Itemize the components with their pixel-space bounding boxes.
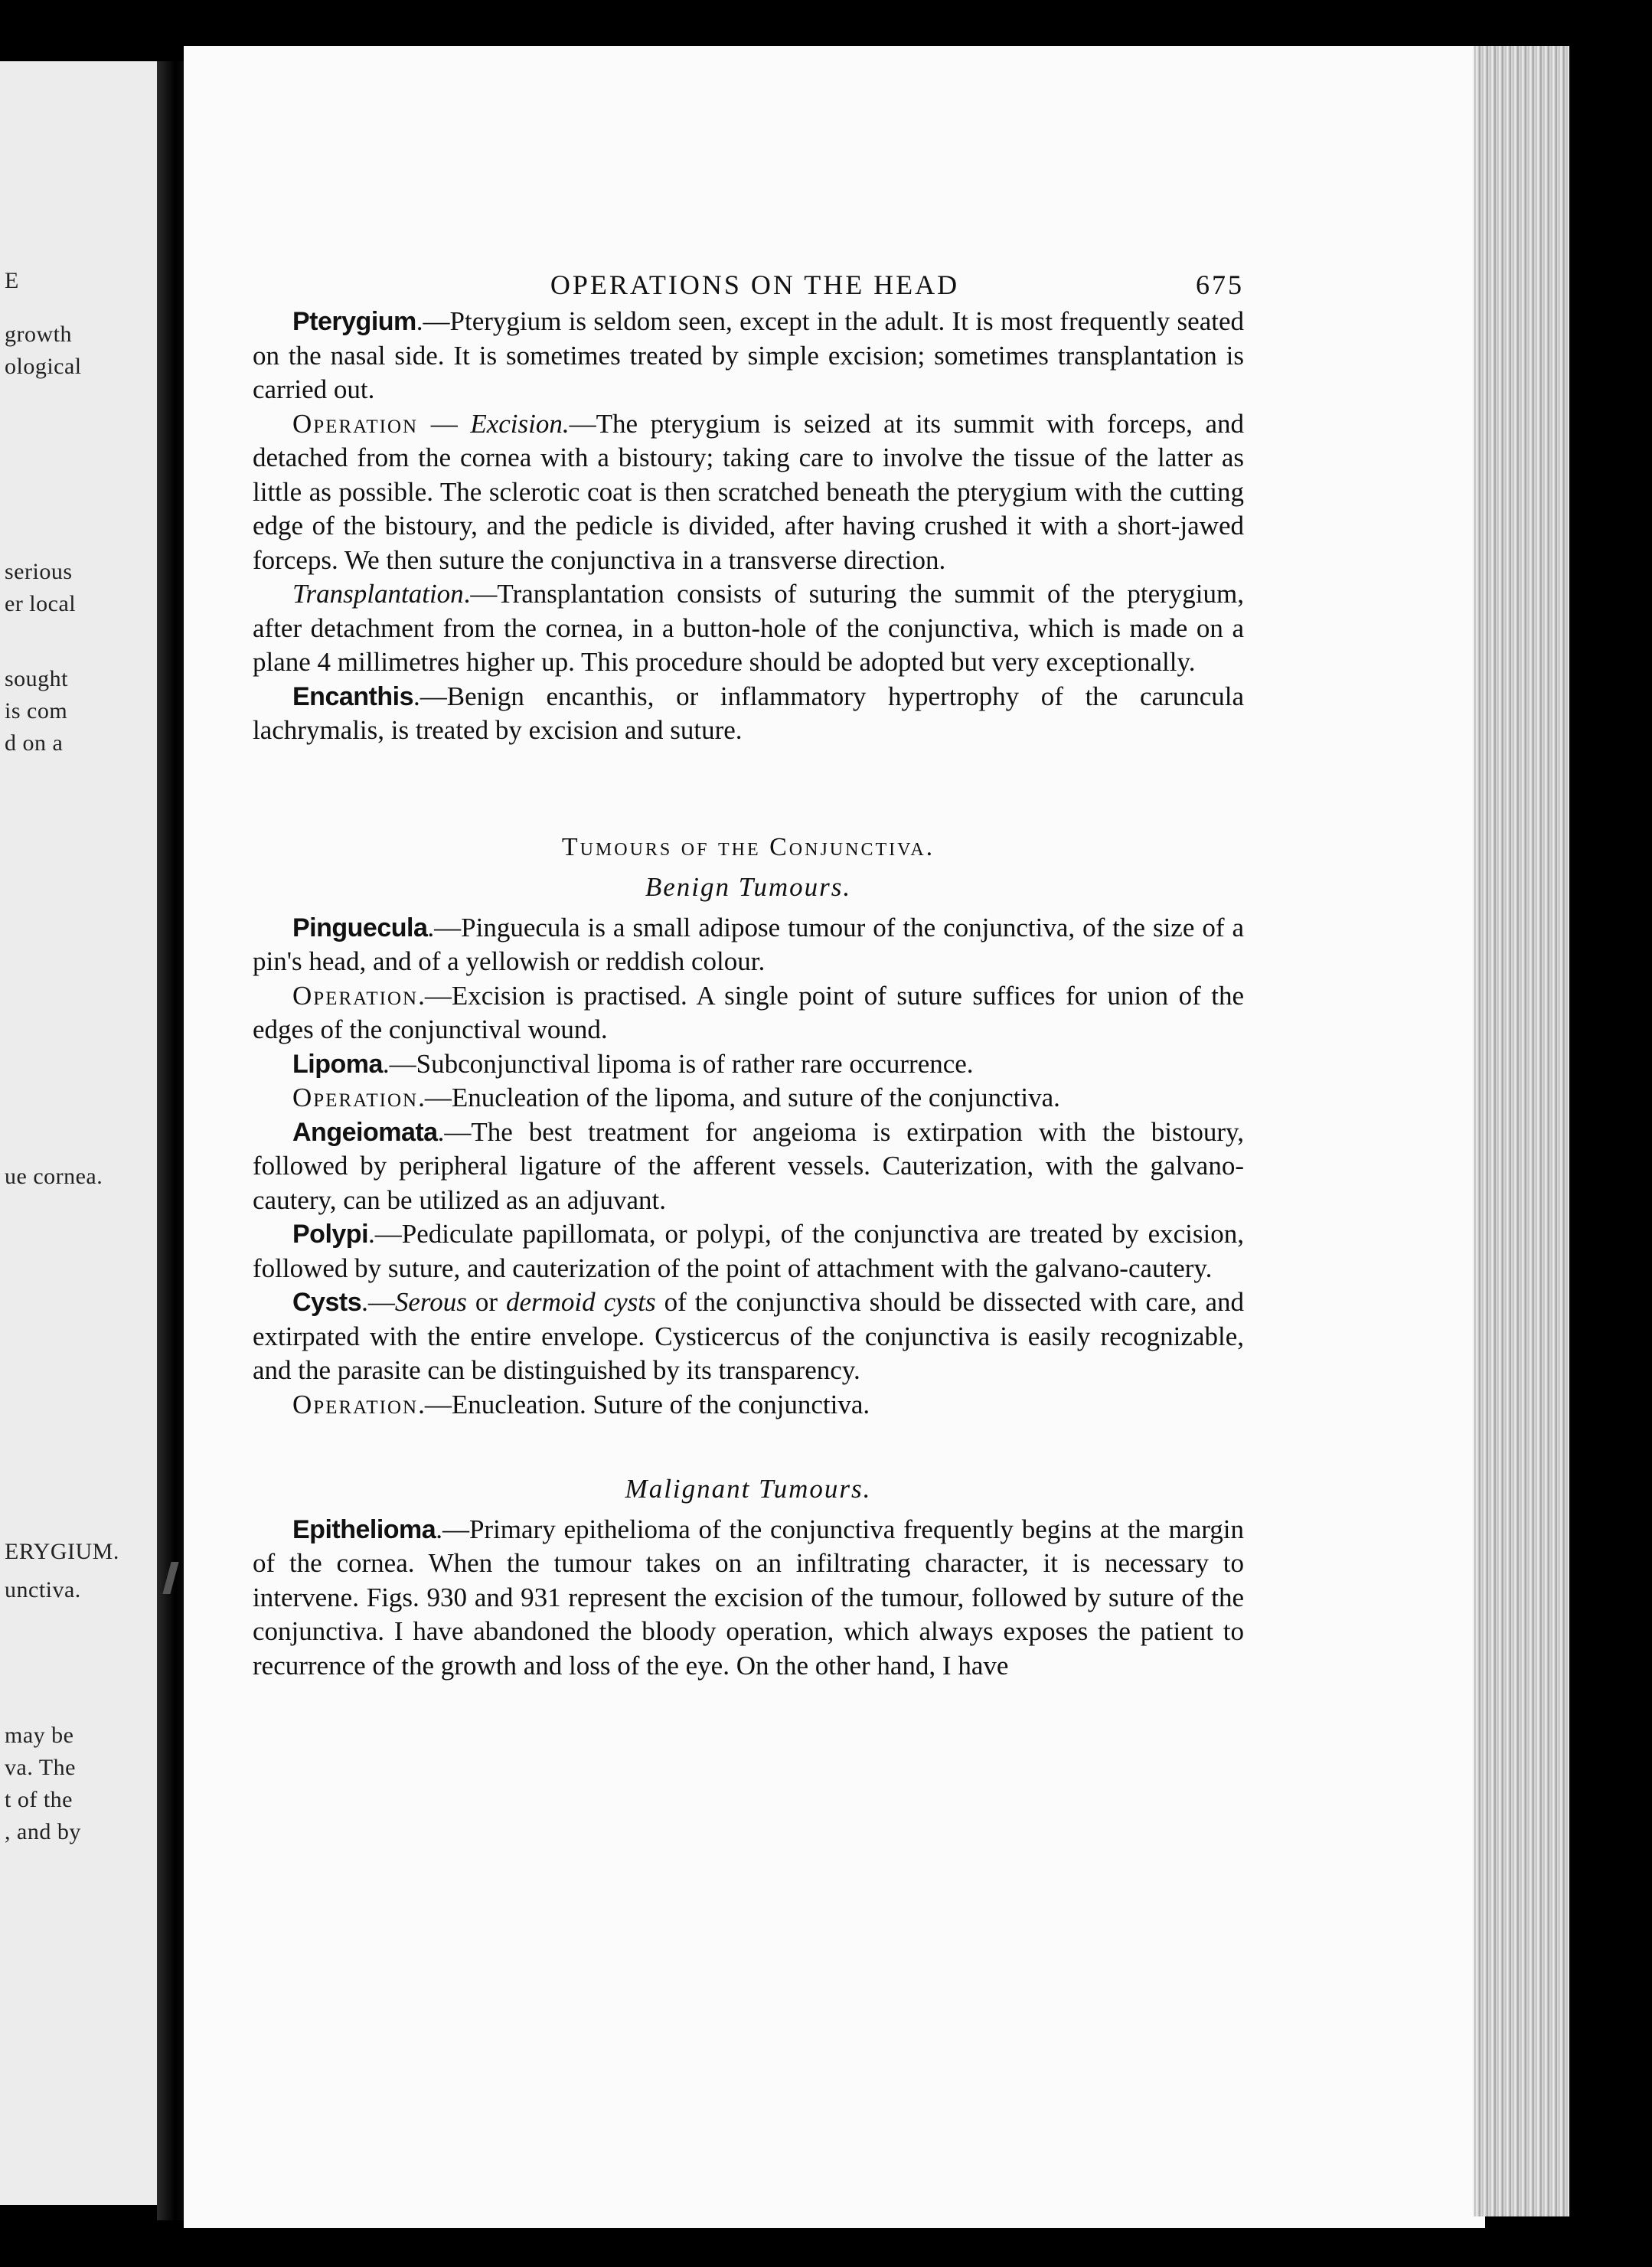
running-head bbox=[253, 268, 1244, 305]
page-edges bbox=[1474, 46, 1569, 2216]
paragraph-lead: Angeiomata bbox=[292, 1117, 438, 1147]
paragraph-pinguecula: Pinguecula.—Pinguecula is a small adipose tumour of the conjunctiva, of the size of a pin's head, and of a yellowish or reddish colour. bbox=[253, 912, 1244, 976]
facing-page-fragment: va. The bbox=[5, 1755, 76, 1780]
facing-page-fragment: may be bbox=[5, 1723, 74, 1748]
paragraph-transplantation: Transplantation.—Transplantation consists of suturing the summit of the pterygium, after detachment from the cornea, in a button-hole of the conjunctiva, which is made on a plane 4 millimetres higher up. This procedure should be adopted but very exceptionally. bbox=[253, 579, 1244, 677]
facing-page-fragment: serious bbox=[5, 559, 73, 584]
page-text-column bbox=[253, 268, 1244, 1683]
facing-page bbox=[0, 61, 157, 2205]
paragraph-cysts: Cysts.—Serous or dermoid cysts of the conjunctiva should be dissected with care, and extirpated with the entire envelope. Cysticercus of the conjunctiva is easily recognizable, and the parasite can be distinguished by its transparency. bbox=[253, 1287, 1244, 1385]
facing-page-fragment: sought bbox=[5, 666, 69, 691]
facing-page-fragment: ue cornea. bbox=[5, 1164, 103, 1189]
paragraph-pinguecula-operation: Operation.—Excision is practised. A single point of suture suffices for union of the edges of the conjunctival wound. bbox=[253, 980, 1244, 1044]
paragraph-lipoma: Lipoma.—Subconjunctival lipoma is of rather rare occurrence. bbox=[292, 1048, 974, 1079]
running-head-title: OPERATIONS ON THE HEAD bbox=[550, 269, 960, 300]
paragraph-cysts-operation: Operation.—Enucleation. Suture of the conjunctiva. bbox=[292, 1389, 870, 1419]
paragraph-lead: Pinguecula bbox=[292, 913, 428, 942]
facing-page-fragment: , and by bbox=[5, 1819, 81, 1844]
paragraph-epithelioma: Epithelioma.—Primary epithelioma of the conjunctiva frequently begins at the margin of the cornea. When the tumour takes on an infiltrating character, it is necessary to intervene. Figs. 930 and 931 represent the excision of the tumour, followed by suture of the conjunctiva. I have abandoned the bloody operation, which always exposes the patient to recurrence of the growth and loss of the eye. On the other hand, I have bbox=[253, 1514, 1244, 1681]
facing-page-fragment: E bbox=[5, 268, 19, 293]
facing-page-fragment: is com bbox=[5, 698, 68, 724]
paragraph-angeiomata: Angeiomata.—The best treatment for angeioma is extirpation with the bistoury, followed by peripheral ligature of the afferent vessels. Cauterization, with the galvano-cautery, can be utilized as an adjuvant. bbox=[253, 1116, 1244, 1215]
paragraph-lead: Epithelioma bbox=[292, 1514, 436, 1544]
operation-label: Operation bbox=[292, 408, 419, 439]
paragraph-lipoma-operation: Operation.—Enucleation of the lipoma, and suture of the conjunctiva. bbox=[292, 1083, 1060, 1112]
paragraph-lead: Cysts bbox=[292, 1288, 362, 1317]
subsection-heading-benign: Benign Tumours. bbox=[645, 872, 852, 902]
facing-page-fragment: ological bbox=[5, 354, 82, 379]
facing-page-fragment: growth bbox=[5, 322, 72, 347]
section-heading: Tumours of the Conjunctiva. bbox=[561, 832, 935, 861]
spacer bbox=[253, 905, 1244, 911]
operation-label: Operation bbox=[292, 1083, 419, 1112]
facing-page-fragment: er local bbox=[5, 591, 77, 616]
book-gutter bbox=[157, 61, 188, 2220]
paragraph-lead: Polypi bbox=[292, 1220, 369, 1249]
paragraph-lead: Lipoma bbox=[292, 1049, 383, 1079]
spacer bbox=[253, 864, 1244, 871]
facing-page-fragment: ERYGIUM. bbox=[5, 1539, 119, 1564]
spacer bbox=[253, 748, 1244, 831]
operation-label: Operation bbox=[292, 1389, 419, 1419]
subsection-heading-malignant: Malignant Tumours. bbox=[625, 1474, 872, 1504]
operation-label: Operation bbox=[292, 980, 419, 1011]
page-number: 675 bbox=[1196, 269, 1244, 300]
paragraph-polypi: Polypi.—Pediculate papillomata, or polypi, of the conjunctiva are treated by excision, followed by suture, and cauterization of the point of attachment with the galvano-cautery. bbox=[253, 1219, 1244, 1283]
facing-page-fragment: unctiva. bbox=[5, 1577, 81, 1602]
paragraph-encanthis: Encanthis.—Benign encanthis, or inflammatory hypertrophy of the caruncula lachrymalis, is treated by excision and suture. bbox=[253, 681, 1244, 745]
spacer bbox=[253, 1507, 1244, 1513]
paragraph-pterygium: Pterygium.—Pterygium is seldom seen, except in the adult. It is most frequently seated on the nasal side. It is sometimes treated by simple excision; sometimes transplantation is carried out. bbox=[253, 306, 1244, 404]
paragraph-lead: Encanthis bbox=[292, 681, 413, 711]
facing-page-fragment: t of the bbox=[5, 1787, 73, 1812]
facing-page-fragment: d on a bbox=[5, 730, 64, 756]
paragraph-lead: Pterygium bbox=[292, 307, 416, 336]
spacer bbox=[253, 1422, 1244, 1472]
paragraph-pterygium-operation: Operation — Excision.—The pterygium is seized at its summit with forceps, and detached from the cornea with a bistoury; taking care to involve the tissue of the latter as little as possible. The sclerotic coat is then scratched beneath the pterygium with the cutting edge of the bistoury, and the pedicle is divided, after having crushed it with a short-jawed forceps. We then suture the conjunctiva in a transverse direction. bbox=[253, 408, 1244, 575]
